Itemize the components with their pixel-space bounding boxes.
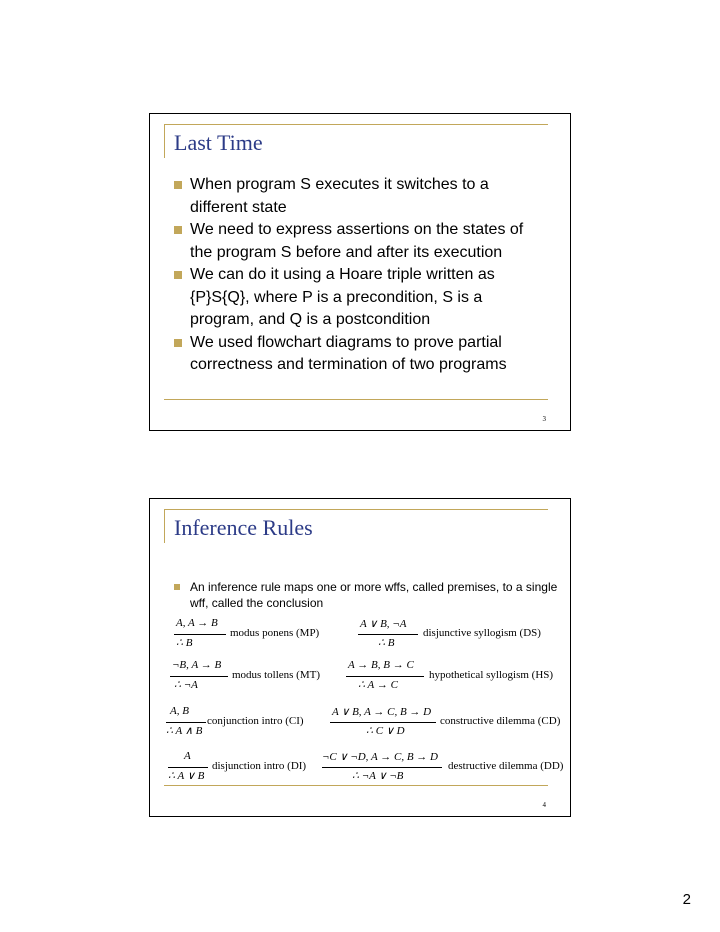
rule-conclusion: ∴ ¬A <box>174 679 198 691</box>
rule-conclusion: ∴ B <box>378 637 395 649</box>
bullet-square-icon <box>174 271 182 279</box>
rule-premises: A → B, B → C <box>348 659 414 671</box>
rule-conclusion: ∴ B <box>176 637 193 649</box>
bullet-square-icon <box>174 584 180 590</box>
rule-name: hypothetical syllogism (HS) <box>429 669 554 681</box>
bullet-item <box>174 264 546 332</box>
rule-name: constructive dilemma (CD) <box>440 715 561 727</box>
rule-conclusion: ∴ A ∨ B <box>168 770 205 782</box>
rule-bar <box>322 767 442 768</box>
bullet-square-icon <box>174 181 182 189</box>
intro-bullet <box>174 579 570 611</box>
rule-bar <box>168 767 208 768</box>
slide-decor-vertical-line <box>164 509 165 543</box>
slide-last-time <box>149 113 571 431</box>
rule-premises: A, A → B <box>176 617 218 629</box>
page-number: 2 <box>682 891 691 908</box>
rule-premises: A ∨ B, ¬A <box>360 618 407 630</box>
rule-name: modus ponens (MP) <box>230 627 320 639</box>
bullet-item <box>174 219 546 264</box>
rule-conclusion: ∴ ¬A ∨ ¬B <box>352 770 404 782</box>
rule-conclusion: ∴ A ∧ B <box>166 725 203 737</box>
rule-name: destructive dilemma (DD) <box>448 760 564 772</box>
rule-bar <box>358 634 418 635</box>
rule-name: disjunctive syllogism (DS) <box>423 627 541 639</box>
intro-text: An inference rule maps one or more wffs, called premises, to a single wff, called the conclusion <box>190 580 558 610</box>
rule-bar <box>170 676 228 677</box>
rule-premises: A ∨ B, A → C, B → D <box>332 706 432 718</box>
rule-name: disjunction intro (DI) <box>212 760 307 772</box>
slide-page-number: 4 <box>542 801 546 809</box>
rule-name: modus tollens (MT) <box>232 669 320 681</box>
slide-decor-top-line <box>164 124 548 125</box>
rule-premises: ¬C ∨ ¬D, A → C, B → D <box>322 751 438 763</box>
rule-bar <box>346 676 424 677</box>
rule-name: conjunction intro (CI) <box>207 715 304 727</box>
bullet-square-icon <box>174 339 182 347</box>
bullet-text: We need to express assertions on the states of the program S before and after its execution <box>190 221 524 261</box>
slide-title: Inference Rules <box>174 515 313 540</box>
slide-decor-top-line <box>164 509 548 510</box>
rule-bar <box>166 722 206 723</box>
rule-conclusion: ∴ C ∨ D <box>366 725 405 737</box>
rule-bar <box>174 634 226 635</box>
slide-footer-line <box>164 785 548 786</box>
slide-inference-rules <box>149 498 571 817</box>
bullet-text: When program S executes it switches to a different state <box>190 176 489 216</box>
slide-decor-vertical-line <box>164 124 165 158</box>
slide-footer-line <box>164 399 548 400</box>
bullet-square-icon <box>174 226 182 234</box>
rule-bar <box>330 722 436 723</box>
bullet-item <box>174 332 546 377</box>
bullet-text: We used flowchart diagrams to prove partial correctness and termination of two programs <box>190 333 507 373</box>
slide-title: Last Time <box>174 130 263 155</box>
rule-premises: A <box>184 750 191 762</box>
rule-premises: A, B <box>170 705 189 717</box>
slide-page-number: 3 <box>542 415 546 423</box>
bullet-text: We can do it using a Hoare triple written as {P}S{Q}, where P is a precondition, S is a program, and Q is a postcondition <box>190 266 495 328</box>
bullet-item <box>174 174 546 219</box>
rule-conclusion: ∴ A → C <box>358 679 398 691</box>
rule-premises: ¬B, A → B <box>172 659 222 671</box>
bullet-list <box>174 174 546 377</box>
